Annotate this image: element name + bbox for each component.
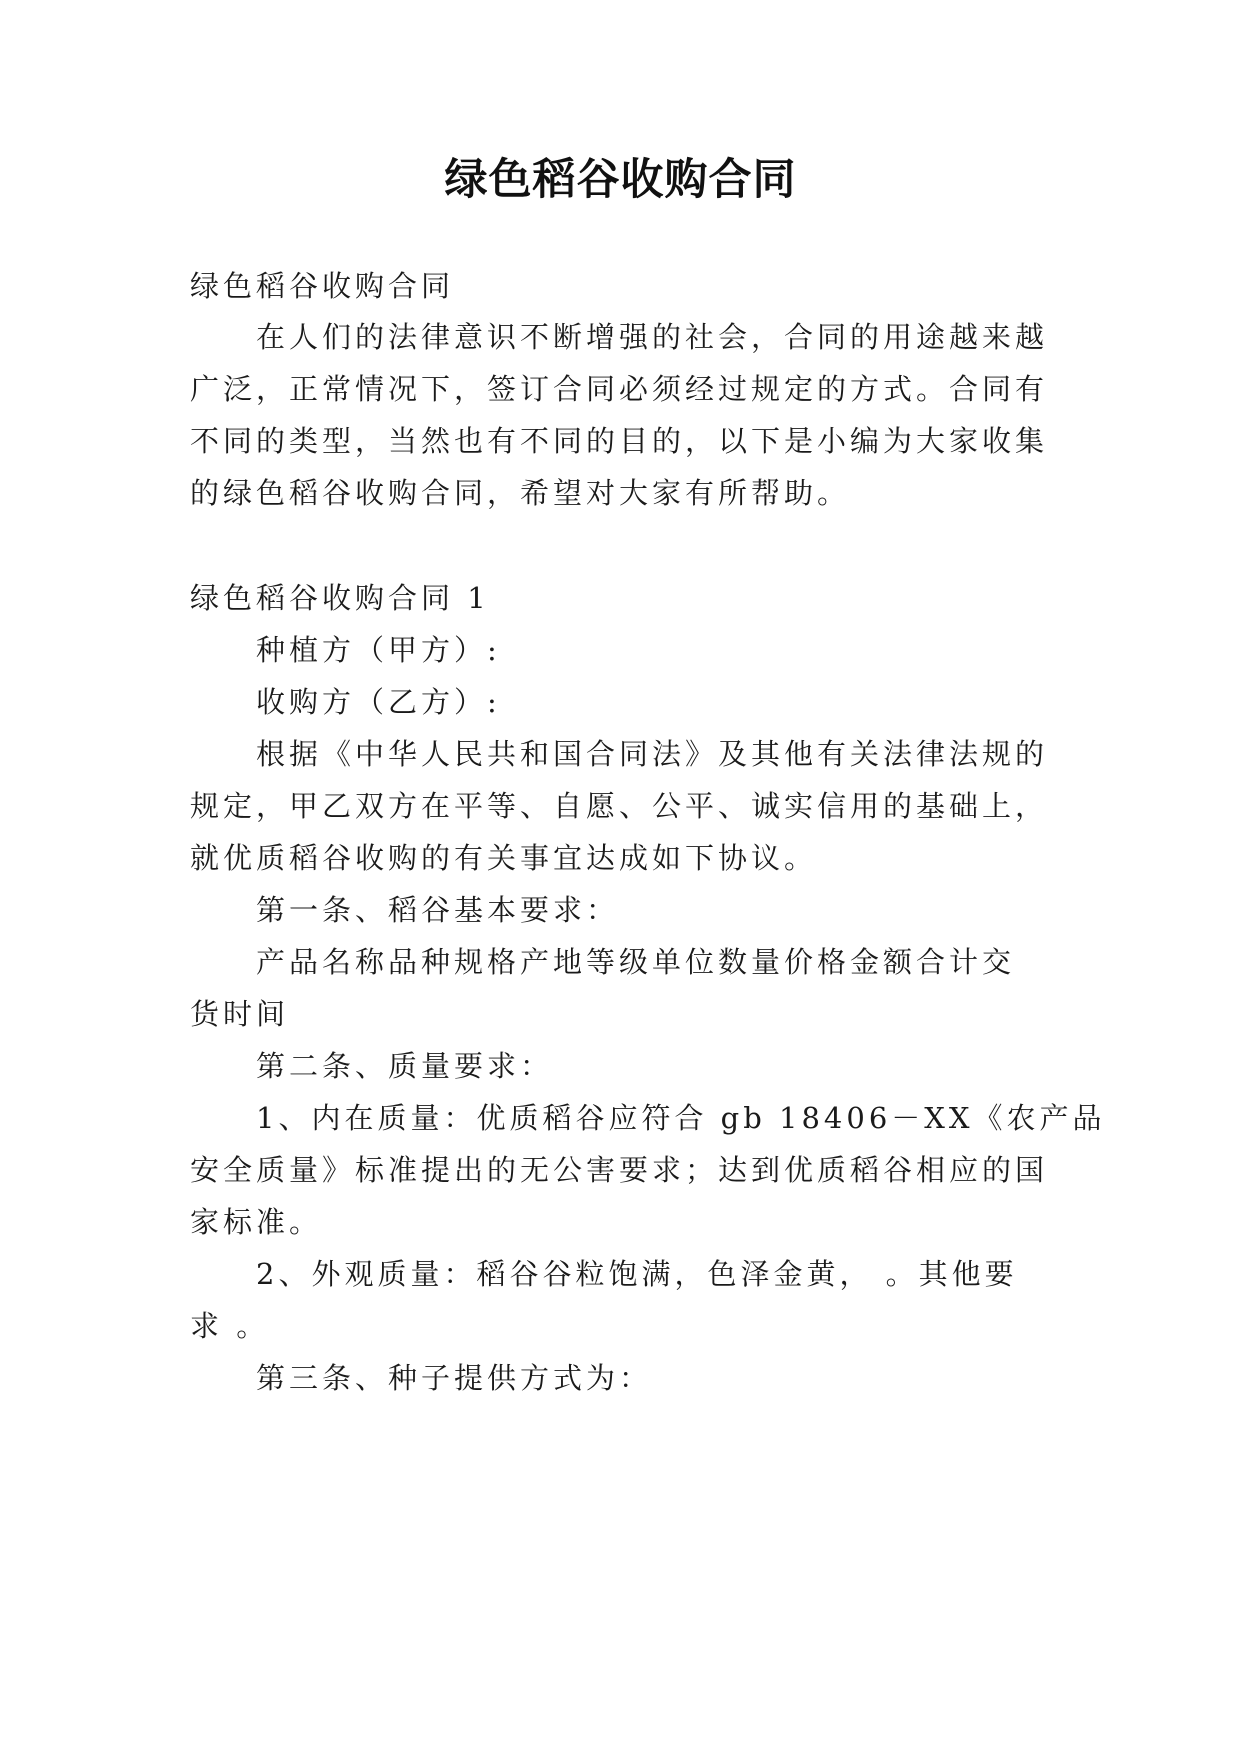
article-2-item-1-line-2: 安全质量》标准提出的无公害要求；达到优质稻谷相应的国	[190, 1153, 1049, 1187]
preamble-line-1: 根据《中华人民共和国合同法》及其他有关法律法规的	[256, 737, 1049, 771]
preamble-line-3: 就优质稻谷收购的有关事宜达成如下协议。	[190, 841, 818, 875]
intro-line-1: 在人们的法律意识不断增强的社会，合同的用途越来越	[256, 320, 1049, 354]
article-1-line-2: 货时间	[190, 997, 290, 1031]
article-1-heading: 第一条、稻谷基本要求：	[256, 893, 620, 927]
article-2-item-1-line-3: 家标准。	[190, 1205, 323, 1239]
intro-line-4: 的绿色稻谷收购合同，希望对大家有所帮助。	[190, 476, 851, 510]
subtitle-line: 绿色稻谷收购合同	[190, 269, 455, 303]
section-heading: 绿色稻谷收购合同 1	[190, 581, 490, 615]
party-b-line: 收购方（乙方）:	[256, 685, 501, 719]
article-1-line-1: 产品名称品种规格产地等级单位数量价格金额合计交	[256, 945, 1016, 979]
intro-line-3: 不同的类型，当然也有不同的目的，以下是小编为大家收集	[190, 424, 1049, 458]
article-3-heading: 第三条、种子提供方式为：	[256, 1361, 653, 1395]
article-2-heading: 第二条、质量要求：	[256, 1049, 554, 1083]
article-2-item-1-line-1: 1、内在质量：优质稻谷应符合 gb 18406－XX《农产品	[256, 1101, 1106, 1135]
preamble-line-2: 规定，甲乙双方在平等、自愿、公平、诚实信用的基础上，	[190, 789, 1049, 823]
intro-line-2: 广泛，正常情况下，签订合同必须经过规定的方式。合同有	[190, 372, 1049, 406]
article-2-item-2-line-2: 求 。	[190, 1309, 270, 1343]
article-2-item-2-line-1: 2、外观质量：稻谷谷粒饱满，色泽金黄， 。其他要	[256, 1257, 1018, 1291]
party-a-line: 种植方（甲方）:	[256, 633, 501, 667]
document-title: 绿色稻谷收购合同	[444, 155, 797, 205]
